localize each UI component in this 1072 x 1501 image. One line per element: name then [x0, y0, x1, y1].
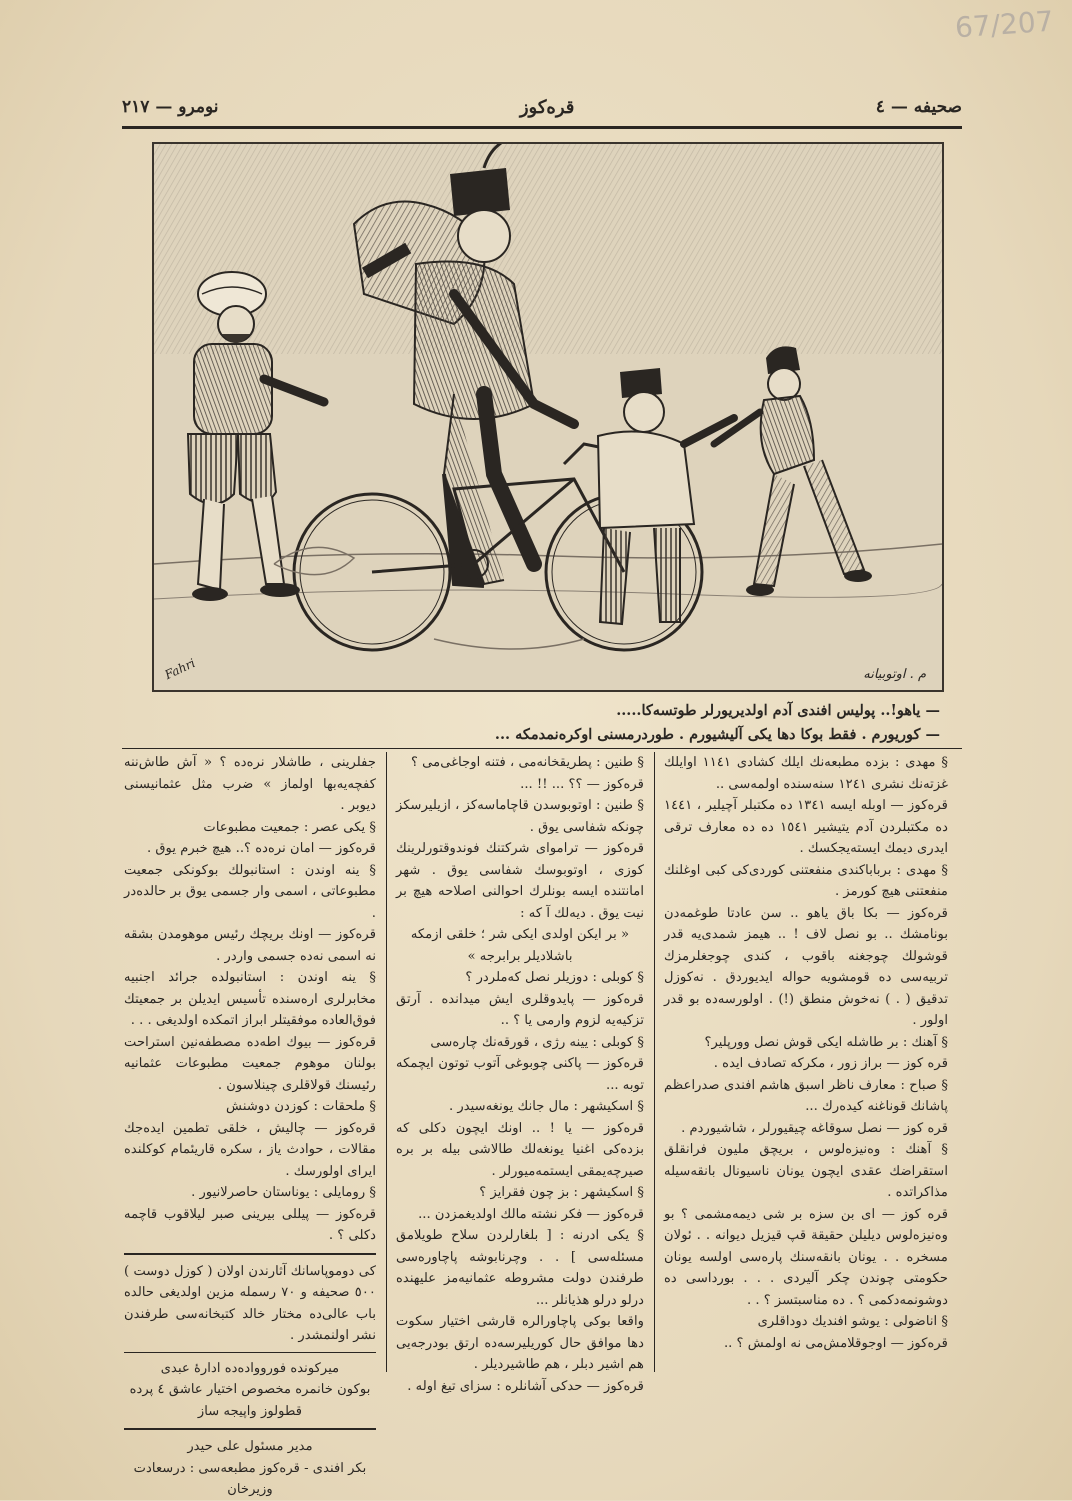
book-notice: كى دوموپاسانك آثارندن اولان ( كوزل دوست ) ٥٠٠ صحيفه و ٧٠ رسمله مزين اولديغى حالده باب عالى‌ده مختار خالد كتبخانه‌سى طرفندن نشر اولنمشدر .: [124, 1263, 376, 1343]
verse: « بر ايكن اولدى ايكى شر ؛ خلقى ازمكه باشلاديلر برابرجه »: [410, 927, 630, 964]
paragraph: قره‌كوز — بكا باق ياهو .. سن عادتا طوغمه‌دن بونامشك .. بو نصل لاف ! .. هيمز شمدى‌يه قدر قوشولك چوجغنه باقوب ، كندى چوجغلرمزك تربيه‌سى ده قومشويه حواله ايديوردق . نه‌كوزل تدقيق ( . ) نه‌خوش منطق (!) . اولورسه‌ده بو قدر اولور .: [664, 905, 948, 1028]
column-middle: [396, 752, 644, 1397]
paragraph: § اسكيشهر : بز چون فقرايز ؟: [479, 1185, 644, 1200]
notice-rule: [124, 1253, 376, 1255]
paragraph: § مهدى : بزده مطبعه‌نك ايلك كشادى ١١٤١ اوايلك غزته‌نك نشرى ١٢٤١ سنه‌سنده اولمه‌سى ..: [664, 755, 948, 792]
paragraph: قره‌كوز — ؟؟ ... !! ...: [520, 776, 644, 792]
paragraph: § صباح : معارف ناظر اسبق هاشم افندى صدراعظم پاشانك قوناغنه كيده‌رك ...: [664, 1077, 948, 1114]
paragraph: § آهنك : وه‌نيزه‌لوس ، بريچق مليون فرانقلق استقراضك عقدى ايچون يونان ناسيونال بانقه‌سيله مذاكراتده .: [664, 1142, 948, 1200]
caption-line-2: — كوريورم . فقط بوكا دها يكى آليشيورم . طوردرمسنى اوكره‌نمدمكه ...: [494, 726, 940, 743]
issue-number: نومرو — ٢١٧: [122, 97, 219, 117]
paragraph: § ملحقات : كوزدن دوشنش: [226, 1099, 376, 1114]
artist-signature: م . اوتوبيانه: [863, 667, 926, 682]
caption-rule: [122, 748, 962, 749]
paragraph: § طنين : اوتوبوسدن قاچاماسه‌كز ، ازيليرسكز چونكه شفاسى يوق .: [396, 798, 644, 835]
column-divider: [386, 752, 387, 1372]
paragraph: § آهنك : بر طاشله ايكى قوش نصل وورپلير؟: [704, 1034, 948, 1050]
column-left: [124, 752, 376, 1501]
paragraph: قره‌كوز — اوبله ايسه ١٣٤١ ده مكتبلر آچيلير ، ١٤٤١ ده مكتبلردن آدم يتيشير ١٥٤١ ده ده معارف ترقى ايدرى ديمك ايسته‌يجكسك .: [664, 798, 948, 856]
paragraph: § رومايلى : يوناستان حاصرلانيور .: [191, 1185, 376, 1200]
page-label: صحيفه — ٤: [875, 97, 962, 117]
paragraph: § كوبلى : يينه رژى ، قورقه‌نك چاره‌سى: [430, 1034, 644, 1050]
paragraph: واقعا بوكى پاچاورالره قارشى اختيار سكوت دها موافق حال كوريليرسه‌ده ارتق بودرجه‌يى هم اشير دبلر ، هم طاشيرديلر .: [396, 1314, 644, 1372]
paragraph: § ينه اوندن : استانبولك بوكونكى جمعيت مطبوعاتى ، اسمى وار جسمى يوق بر حالده‌در .: [124, 862, 376, 921]
paragraph: قره‌كوز — حدكى آشانلره : سزاى تيغ اوله .: [407, 1378, 644, 1394]
paragraph: قره‌كوز — پاكنى چوبوغى آتوب توتون ايچمكه توبه ...: [396, 1056, 644, 1093]
paragraph: قره‌كوز — فكر نشته مالك اولديغمزدن ...: [418, 1206, 644, 1222]
paragraph: قره‌كوز — يا ! .. اونك ايچون دكلى كه بزده‌كى اغنيا يونغه‌لك طالاشى بيله بر بره صيرچه‌يمقى ايستمه‌ميورلر .: [396, 1120, 644, 1179]
paragraph: § اسكيشهر : مال جانك يونغه‌سيدر .: [449, 1099, 644, 1114]
paragraph: قره‌كوز — پايدوقلرى ايش ميدانده . آرتق تزكيه‌يه لزوم وارمى يا ؟ ..: [396, 991, 644, 1028]
paragraph: § ينه اوندن : استانبولده جرائد اجنبيه مخابرلرى اره‌سنده تأسيس ايديلن بر جمعيتك فوق‌العاده موفقيتلر ابراز اتمكده اولديغى . . .: [124, 970, 376, 1028]
paragraph: جفلرينى ، طاشلار نره‌ده ؟ « آش طاش‌ننه كفچه‌يه‌بها اولماز » ضرب مثل عثمانيسنى ديوبر .: [124, 755, 376, 813]
paragraph: § مهدى : برباباكندى منفعتنى كوردى‌كى كبى اوغلنك منفعتنى هيچ كورمز .: [664, 862, 948, 899]
paragraph: قره‌كوز — اوجوقلامش‌مى نه اولمش ؟ ..: [723, 1335, 948, 1351]
paragraph: § طنين : پطريقخانه‌مى ، فتنه اوجاغى‌مى ؟: [410, 755, 644, 770]
archive-mark: 67/207: [954, 4, 1056, 45]
column-right: [664, 752, 948, 1354]
paragraph: قره كوز — نصل سوقاغه چيقيورلر ، شاشيوردم .: [681, 1120, 948, 1136]
caption-line-1: — ياهو!.. پوليس افندى آدم اولديريورلر طوتسه‌كا.....: [616, 702, 940, 719]
paragraph: قره كوز — اى بن سزه بر شى ديمه‌مشمى ؟ بو وه‌نيزه‌لوس ديليلن حقيقة قپ قيزيل ديوانه . . ئولان مسخره . . يونان بانقه‌سنك پاره‌سى اولسه يونان حكومتى چوندن چكر آليردى . . . بورداسى ده دوشونمه‌دكمى ؟ . ده مناسبتسز ؟ . .: [664, 1206, 948, 1308]
paragraph: قره‌كوز — ترامواى شركتنك فوندوقتورلرينك كوزى ، اوتوبوسك شفاسى يوق . شهر امانتنده ايسه بونلرك احوالنى اصلاحه هيچ بر نيت يوق . ديه‌لك آ كه :: [396, 841, 644, 921]
cartoon-drawing: [154, 144, 942, 690]
column-divider: [654, 752, 655, 1372]
paragraph: § يكى عصر : جمعيت مطبوعات: [203, 819, 376, 835]
masthead-rule: [122, 126, 962, 129]
cartoon-monogram: Fahri: [162, 655, 198, 683]
paragraph: قره‌كوز — پيللى بيرينى صبر ليلاقوب قاچمه دكلى ؟ .: [124, 1206, 376, 1243]
print-line: بكر افندى - قره‌كوز مطبعه‌سى : درسعادت وزيرخان: [133, 1460, 367, 1497]
footer-rule: [124, 1428, 376, 1430]
paragraph: قره‌كوز — امان نره‌ده ؟.. هيچ خبرم يوق .: [146, 841, 376, 856]
paragraph: قره‌كوز — اونك بريچك رئيس موهومدن بشقه نه اسمى نه‌ده جسمى واردر .: [124, 927, 376, 964]
announcement-body: بوكون خانمره مخصوص اختيار عاشق ٤ پرده قطولوز واپيجه ساز: [129, 1382, 371, 1419]
paragraph: قره‌كوز — چاليش ، خلقى تطمين ايده‌جك مقالات ، حوادث ياز ، سكره قاريئمام كوكلنده ايراى اولورسك .: [124, 1120, 376, 1179]
paragraph: قره كوز — براز زور ، مكركه تصادف ايده .: [713, 1056, 948, 1071]
paragraph: § كوبلى : دوزيلر نصل كه‌ملردر ؟: [465, 970, 644, 985]
editor-line: مدير مسئول على حيدر: [187, 1439, 313, 1454]
paragraph: § اناضولى : يوشو افنديك دوداقلرى: [757, 1314, 948, 1329]
paragraph: قره‌كوز — بيوك اطه‌ده مصطفه‌نين استراحت بولنان موهوم جمعيت مطبوعات عثمانيه رئيسنك قولاقلرى چينلاسون .: [124, 1034, 376, 1093]
announcement-rule: [124, 1352, 376, 1353]
masthead: [122, 90, 962, 124]
announcement-title: ميركونده فوروواده‌ده ادارۀ عبدى: [160, 1360, 340, 1376]
newspaper-title: قره‌كوز: [519, 96, 575, 118]
paragraph: § يكى ادرنه : [ بلغارلردن سلاح طويلامق مسئله‌سى ] . . وچرنابوشه پاچاوره‌سى طرفندن دولت مشروطه عثمانيه‌مز عليهنده درلو درلو هذيانلر ...: [396, 1228, 644, 1308]
cartoon-illustration: [152, 142, 944, 692]
